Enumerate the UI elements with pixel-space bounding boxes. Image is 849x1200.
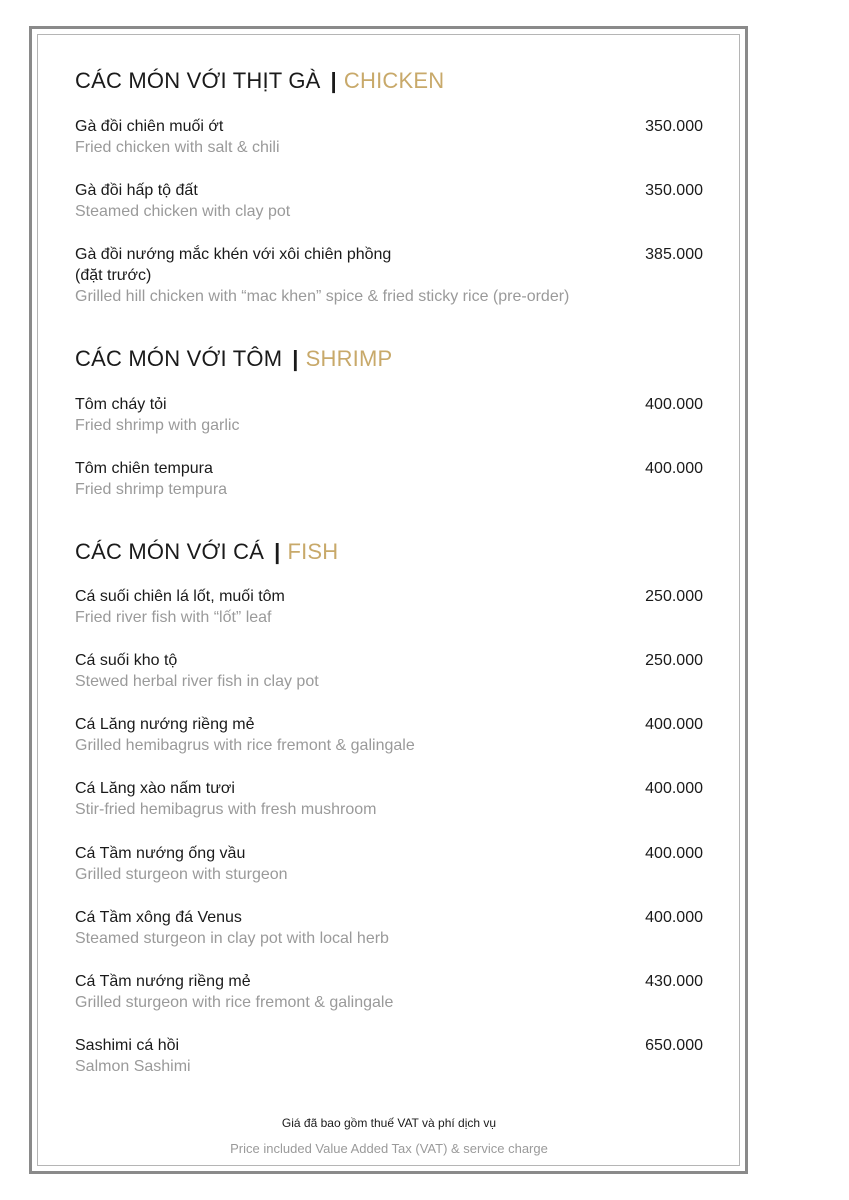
- menu-item: [75, 458, 703, 501]
- dish-name-vi: Tôm cháy tỏi: [75, 396, 167, 413]
- dish-name-vi: Cá suối kho tộ: [75, 652, 178, 669]
- dish-price: 400.000: [645, 460, 703, 477]
- title-separator: |: [274, 539, 281, 564]
- dish-price: 250.000: [645, 588, 703, 605]
- menu-item: [75, 778, 703, 821]
- menu-item: [75, 907, 703, 950]
- dish-price: 430.000: [645, 973, 703, 990]
- dish-name-en: Fried chicken with salt & chili: [75, 139, 280, 156]
- dish-name-vi: Cá Tầm nướng ống vầu: [75, 845, 246, 862]
- dish-price: 350.000: [645, 182, 703, 199]
- menu-item: [75, 394, 703, 437]
- dish-name-vi: Cá Lăng nướng riềng mẻ: [75, 716, 255, 733]
- dish-price: 650.000: [645, 1037, 703, 1054]
- dish-price: 400.000: [645, 716, 703, 733]
- dish-name-en: Stewed herbal river fish in clay pot: [75, 673, 319, 690]
- menu-item: [75, 1035, 703, 1078]
- section-title-vi: CÁC MÓN VỚI CÁ: [75, 539, 265, 564]
- section-title-shrimp: [75, 346, 392, 372]
- price-note-vi: Giá đã bao gồm thuế VAT và phí dịch vụ: [281, 1116, 497, 1130]
- dish-price: 400.000: [645, 909, 703, 926]
- section-title-fish: [75, 539, 338, 565]
- title-separator: |: [292, 346, 299, 371]
- dish-name-vi: Cá suối chiên lá lốt, muối tôm: [75, 588, 285, 605]
- dish-name-en: Fried shrimp with garlic: [75, 417, 240, 434]
- dish-name-vi: Cá Tầm xông đá Venus: [75, 909, 242, 926]
- dish-name-en: Grilled sturgeon with sturgeon: [75, 866, 288, 883]
- section-title-en: CHICKEN: [343, 68, 445, 93]
- dish-name-en: Grilled hemibagrus with rice fremont & galingale: [75, 737, 415, 754]
- dish-name-en: Fried shrimp tempura: [75, 481, 228, 498]
- dish-price: 400.000: [645, 845, 703, 862]
- dish-name-vi: Sashimi cá hồi: [75, 1037, 180, 1054]
- section-title-chicken: [75, 68, 444, 94]
- menu-item: [75, 714, 703, 757]
- section-title-en: SHRIMP: [305, 346, 393, 371]
- dish-name-en: Grilled sturgeon with rice fremont & galingale: [75, 994, 394, 1011]
- dish-name-en: Steamed chicken with clay pot: [75, 203, 291, 220]
- dish-price: 250.000: [645, 652, 703, 669]
- title-separator: |: [330, 68, 337, 93]
- menu-item: [75, 971, 703, 1014]
- dish-name-en: Grilled hill chicken with “mac khen” spice & fried sticky rice (pre-order): [75, 288, 570, 305]
- menu-item: [75, 116, 703, 159]
- dish-name-en: Fried river fish with “lốt” leaf: [75, 609, 272, 626]
- dish-name-vi: Tôm chiên tempura: [75, 460, 213, 477]
- menu-item: [75, 180, 703, 223]
- dish-name-en: Steamed sturgeon in clay pot with local herb: [75, 930, 389, 947]
- dish-name-vi: Gà đồi nướng mắc khén với xôi chiên phồng (đặt trước): [75, 246, 392, 284]
- dish-price: 350.000: [645, 118, 703, 135]
- price-note-en: Price included Value Added Tax (VAT) & service charge: [230, 1141, 548, 1156]
- section-title-en: FISH: [287, 539, 339, 564]
- menu-item: [75, 843, 703, 886]
- dish-name-vi: Gà đồi hấp tộ đất: [75, 182, 198, 199]
- price-note: [75, 1115, 703, 1157]
- menu-item: [75, 650, 703, 693]
- dish-name-vi: Gà đồi chiên muối ớt: [75, 118, 224, 135]
- dish-price: 400.000: [645, 396, 703, 413]
- dish-name-vi: Cá Tầm nướng riềng mẻ: [75, 973, 251, 990]
- menu-item: [75, 244, 703, 308]
- dish-name-en: Stir-fried hemibagrus with fresh mushroom: [75, 801, 377, 818]
- section-title-vi: CÁC MÓN VỚI THỊT GÀ: [75, 68, 321, 93]
- dish-price: 385.000: [645, 246, 703, 263]
- menu-item: [75, 586, 703, 629]
- section-title-vi: CÁC MÓN VỚI TÔM: [75, 346, 283, 371]
- dish-price: 400.000: [645, 780, 703, 797]
- dish-name-vi: Cá Lăng xào nấm tươi: [75, 780, 235, 797]
- dish-name-en: Salmon Sashimi: [75, 1058, 191, 1075]
